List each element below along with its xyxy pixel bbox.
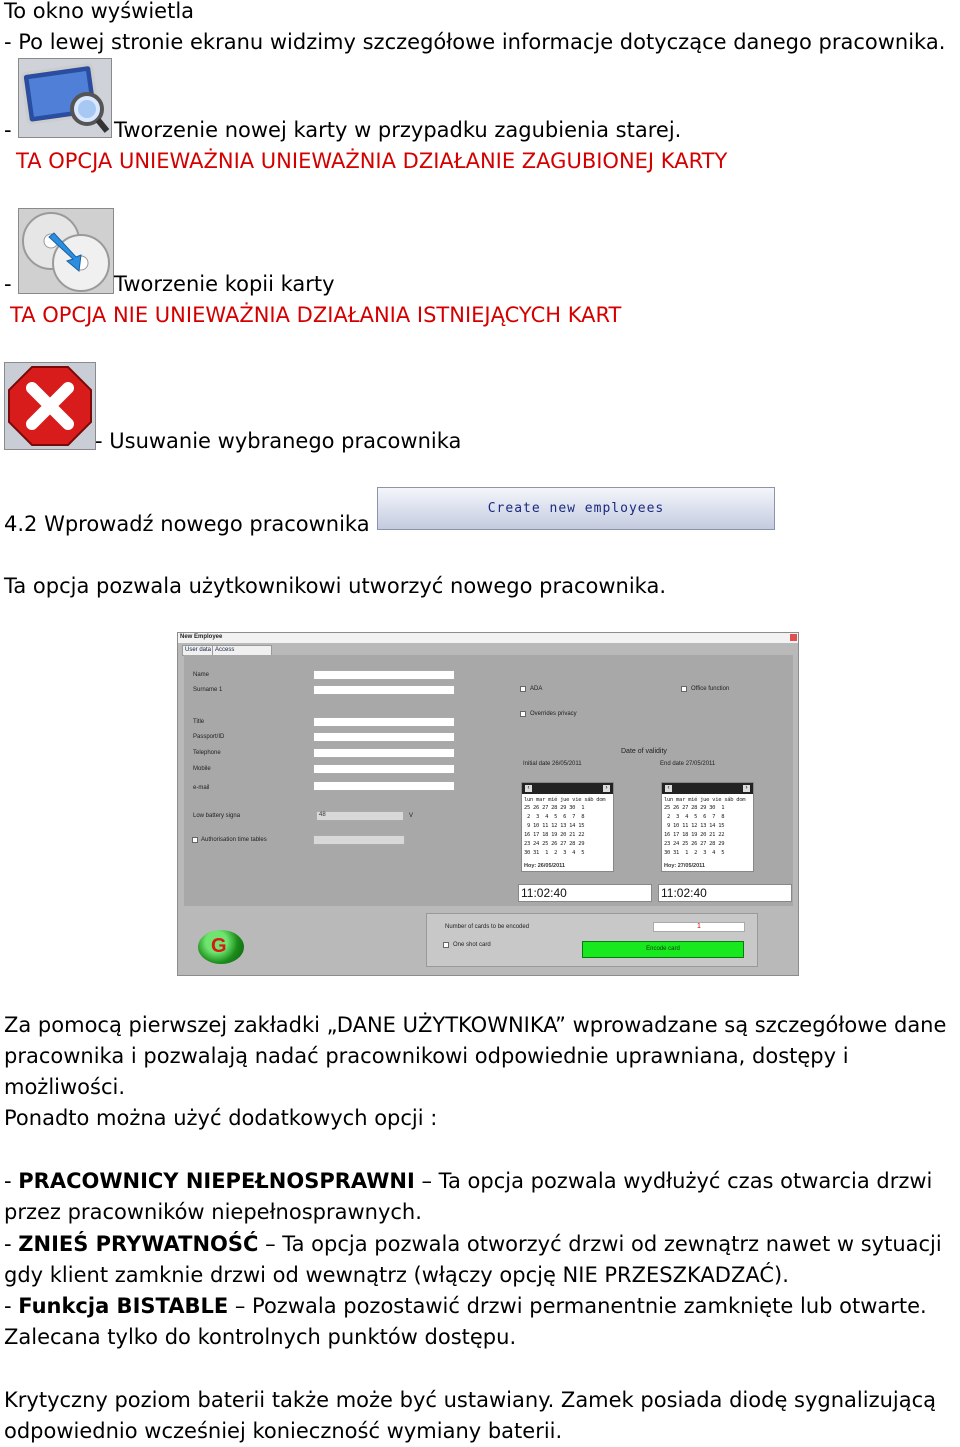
auth-tables-checkbox[interactable]: [192, 837, 198, 843]
copy-card-warning: TA OPCJA NIE UNIEWAŻNIA DZIAŁANIA ISTNIEJĄCYCH KART: [10, 303, 622, 327]
calendar-days-header: lun mar mié jue vie sáb dom: [664, 797, 746, 803]
name-field[interactable]: [313, 670, 455, 680]
option-title: Funkcja BISTABLE: [18, 1294, 229, 1318]
calendar-today: Hoy: 27/05/2011: [664, 863, 705, 869]
time-end-input[interactable]: 11:02:40: [658, 884, 792, 902]
tab-user-data[interactable]: User data: [182, 645, 214, 656]
email-label: e-mail: [193, 785, 210, 791]
delete-icon: [4, 362, 96, 450]
option-prefix: -: [4, 1232, 19, 1256]
option-disabled-staff: [4, 1166, 960, 1228]
end-date-label: End date 27/05/2011: [660, 761, 716, 767]
title-field[interactable]: [313, 717, 455, 727]
ada-label: ADA: [530, 686, 543, 692]
auth-tables-label: Authorisation time tables: [201, 837, 267, 843]
user-data-panel: [184, 655, 793, 906]
battery-unit: V: [409, 813, 414, 819]
copy-card-icon: [18, 208, 114, 294]
cards-to-encode-label: Number of cards to be encoded: [445, 924, 530, 930]
battery-value: 48: [319, 812, 326, 818]
copy-card-dash: -: [4, 272, 12, 296]
option-bistable: [4, 1291, 960, 1353]
new-card-dash: -: [4, 118, 12, 142]
low-battery-label: Low battery signa: [193, 813, 241, 819]
option-override-privacy: [4, 1229, 960, 1291]
surname-field[interactable]: [313, 685, 455, 695]
one-shot-label: One shot card: [453, 942, 491, 948]
calendar-grid: 25 26 27 28 29 30 1 2 3 4 5 6 7 8 9 10 11 12 13 14 15 16 17 18 19 20 21 22 23 24 25 26 27 28 29 30 31 1 2 3 4 5: [524, 805, 585, 856]
option-text: – Ta opcja pozwala otworzyć drzwi od zewnątrz nawet w sytuacji gdy klient zamknie drzwi od wewnątrz (włączy opcję NIE PRZESZKADZAĆ).: [4, 1232, 942, 1288]
initial-date-label: Initial date 26/05/2011: [523, 761, 582, 767]
cards-count-field[interactable]: 1: [653, 922, 745, 932]
email-field[interactable]: [313, 781, 455, 791]
delete-text: - Usuwanie wybranego pracownika: [95, 429, 462, 453]
encode-card-button[interactable]: Encode card: [582, 941, 744, 958]
calendar-end[interactable]: [661, 782, 754, 872]
intro-line-2: - Po lewej stronie ekranu widzimy szczegółowe informacje dotyczące danego pracownika.: [4, 30, 946, 54]
option-prefix: -: [4, 1169, 19, 1193]
name-label: Name: [193, 672, 210, 678]
create-new-employees-button[interactable]: Create new employees: [377, 487, 775, 530]
window-titlebar: [178, 633, 798, 643]
title-label: Title: [193, 719, 205, 725]
section-description: Ta opcja pozwala użytkownikowi utworzyć nowego pracownika.: [4, 574, 667, 598]
office-function-label: Office function: [691, 686, 730, 692]
option-title: PRACOWNICY NIEPEŁNOSPRAWNI: [18, 1169, 415, 1193]
intro-line-1: To okno wyświetla: [4, 0, 195, 23]
overrides-privacy-checkbox[interactable]: [520, 711, 526, 717]
date-of-validity-label: Date of validity: [621, 748, 667, 755]
section-heading: 4.2 Wprowadź nowego pracownika: [4, 512, 370, 536]
paragraph-additional-options: Ponadto można użyć dodatkowych opcji :: [4, 1106, 438, 1130]
option-title: ZNIEŚ PRYWATNOŚĆ: [18, 1232, 259, 1256]
calendar-today: Hoy: 26/05/2011: [524, 863, 565, 869]
copy-card-text: Tworzenie kopii karty: [114, 272, 335, 296]
option-text: – Ta opcja pozwala wydłużyć czas otwarcia drzwi przez pracowników niepełnosprawnych.: [4, 1169, 933, 1225]
office-function-checkbox[interactable]: [681, 686, 687, 692]
paragraph-battery: Krytyczny poziom baterii także może być ustawiany. Zamek posiada diodę sygnalizującą odpowiednio wcześniej konieczność wymiany baterii.: [4, 1388, 937, 1444]
new-card-warning: TA OPCJA UNIEWAŻNIA UNIEWAŻNIA DZIAŁANIE ZAGUBIONEJ KARTY: [16, 149, 728, 173]
encode-panel: [426, 913, 758, 967]
mobile-field[interactable]: [313, 764, 455, 774]
window-title: New Employee: [180, 634, 223, 640]
new-card-icon: [18, 58, 112, 138]
option-text: – Pozwala pozostawić drzwi permanentnie zamknięte lub otwarte. Zalecana tylko do kontrolnych punktów dostępu.: [4, 1294, 927, 1350]
calendar-days-header: lun mar mié jue vie sáb dom: [524, 797, 606, 803]
telephone-label: Telephone: [193, 750, 221, 756]
auth-tables-select[interactable]: [313, 835, 405, 845]
one-shot-checkbox[interactable]: [443, 942, 449, 948]
paragraph-user-data: Za pomocą pierwszej zakładki „DANE UŻYTKOWNIKA” wprowadzane są szczegółowe dane pracownika i pozwalają nadać pracownikowi odpowiednie uprawniana, dostępy i możliwości.: [4, 1013, 947, 1100]
overrides-privacy-label: Overrides privacy: [530, 711, 577, 717]
calendar-grid: 25 26 27 28 29 30 1 2 3 4 5 6 7 8 9 10 11 12 13 14 15 16 17 18 19 20 21 22 23 24 25 26 27 28 29 30 31 1 2 3 4 5: [664, 805, 725, 856]
chevron-right-icon[interactable]: ›: [743, 785, 750, 792]
chevron-right-icon[interactable]: ›: [603, 785, 610, 792]
time-initial-input[interactable]: 11:02:40: [518, 884, 652, 902]
mobile-label: Mobile: [193, 766, 211, 772]
option-prefix: -: [4, 1294, 19, 1318]
new-employee-window: [177, 632, 799, 976]
telephone-field[interactable]: [313, 748, 455, 758]
tab-access-authorisations[interactable]: Access: [212, 645, 272, 656]
passport-field[interactable]: [313, 732, 455, 742]
surname-label: Surname 1: [193, 687, 223, 693]
go-icon[interactable]: G: [198, 930, 244, 964]
new-card-text: Tworzenie nowej karty w przypadku zagubienia starej.: [114, 118, 682, 142]
chevron-left-icon[interactable]: ‹: [665, 785, 672, 792]
close-icon[interactable]: [790, 634, 797, 641]
calendar-initial[interactable]: [521, 782, 614, 872]
chevron-left-icon[interactable]: ‹: [525, 785, 532, 792]
passport-label: Passport/ID: [193, 734, 225, 740]
battery-select[interactable]: [316, 811, 404, 821]
ada-checkbox[interactable]: [520, 686, 526, 692]
